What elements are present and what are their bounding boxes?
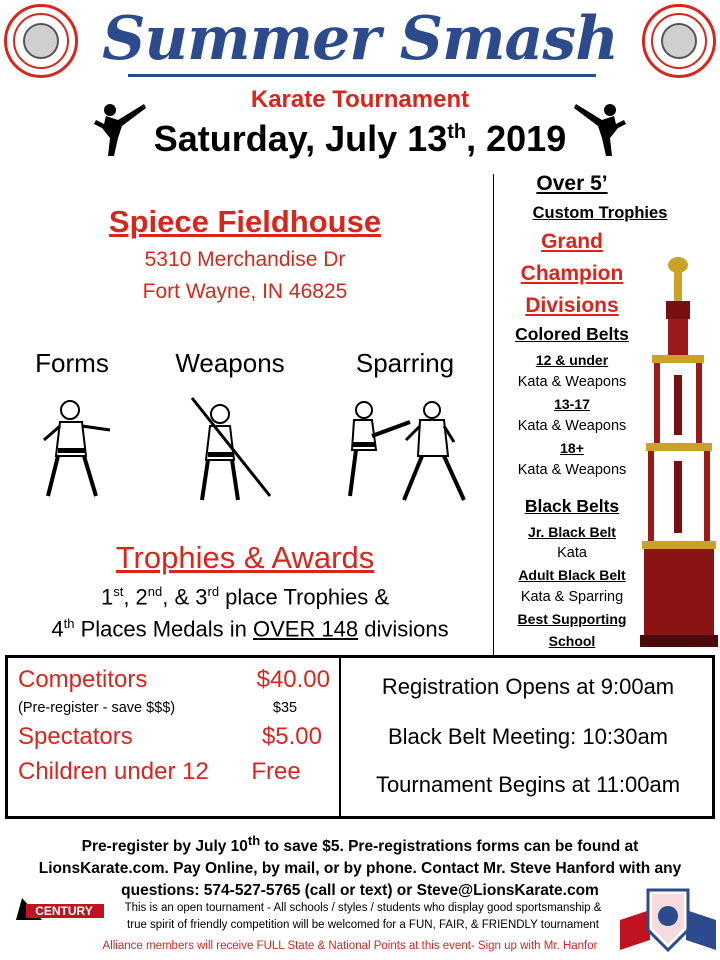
trophies-title: Trophies & Awards: [115, 540, 375, 575]
venue-address-line1: 5310 Merchandise Dr: [144, 248, 346, 271]
grand-champion-line2: Champion: [520, 262, 624, 285]
svg-text:CENTURY: CENTURY: [35, 904, 93, 918]
preregister-info: Pre-register by July 10th to save $5. Pre-registrations forms can be found at LionsKarate.com. Pay Online, by mail, or by phone. Contact Mr. Steve Hanford with any questions: 574-527-5765 (call or text) or Steve@LionsKarate.com: [38, 833, 682, 900]
category-forms: Forms: [35, 348, 109, 378]
age-group-18-plus-events: Kata & Weapons: [517, 462, 627, 478]
forms-figure-illustration: [36, 396, 116, 506]
age-group-13-17: 13-17: [554, 396, 590, 412]
grand-champion-line3: Divisions: [525, 294, 619, 317]
trophies-placings: 1st, 2nd, & 3rd place Trophies &: [100, 584, 390, 610]
schedule-tournament-begins: Tournament Begins at 11:00am: [375, 772, 681, 797]
venue-name: Spiece Fieldhouse: [108, 204, 382, 239]
schedule-black-belt-meeting: Black Belt Meeting: 10:30am: [387, 724, 669, 749]
age-group-12-under: 12 & under: [535, 352, 609, 368]
competitors-price: $40.00: [256, 666, 330, 693]
adult-black-belt-events: Kata & Sparring: [520, 589, 624, 605]
karate-kick-silhouette-icon: [570, 98, 632, 160]
custom-trophies-heading: Custom Trophies: [532, 204, 668, 222]
trophies-medals: 4th Places Medals in OVER 148 divisions: [51, 616, 449, 642]
jr-black-belt-division: Jr. Black Belt: [528, 524, 616, 540]
alliance-logo: [620, 880, 716, 956]
grand-champion-line1: Grand: [541, 230, 603, 253]
open-tournament-note: This is an open tournament - All schools / styles / students who display good sportsmanship & true spirit of friendly competition will be welcomed for a FUN, FAIR, & FRIENDLY tournament: [124, 902, 602, 931]
event-date: Saturday, July 13th, 2019: [153, 118, 567, 159]
adult-black-belt-division: Adult Black Belt: [518, 567, 626, 583]
jr-black-belt-events: Kata: [557, 545, 587, 561]
competitors-label: Competitors: [18, 666, 148, 693]
category-sparring: Sparring: [355, 348, 455, 378]
venue-address-line2: Fort Wayne, IN 46825: [142, 280, 348, 303]
black-belts-heading: Black Belts: [524, 496, 620, 516]
category-weapons: Weapons: [175, 348, 285, 378]
spectators-price: $5.00: [261, 723, 322, 750]
children-price: Free: [251, 758, 301, 785]
century-logo: [16, 896, 104, 922]
title-underline: [128, 74, 596, 77]
subtitle: Karate Tournament: [250, 86, 470, 113]
page-title: Summer Smash: [102, 4, 618, 74]
preregister-price: $35: [272, 700, 298, 716]
best-supporting-school: School: [548, 633, 596, 649]
sidebar-divider: [493, 174, 494, 656]
age-group-13-17-events: Kata & Weapons: [517, 418, 627, 434]
age-group-18-plus: 18+: [560, 440, 584, 456]
trophy-icon: [640, 255, 718, 650]
karate-kick-silhouette-icon: [88, 98, 150, 160]
children-label: Children under 12: [18, 758, 209, 785]
weapons-figure-illustration: [186, 396, 272, 506]
alliance-note: Alliance members will receive FULL State & National Points at this event- Sign up with Mr. Hanfor: [102, 940, 598, 952]
sparring-figures-illustration: [340, 396, 470, 506]
colored-belts-heading: Colored Belts: [515, 324, 629, 344]
spectators-label: Spectators: [18, 723, 133, 750]
schedule-registration: Registration Opens at 9:00am: [381, 674, 675, 699]
best-supporting-award: Best Supporting: [517, 611, 627, 627]
preregister-note: (Pre-register - save $$$): [18, 700, 176, 716]
over-5-heading: Over 5’: [536, 172, 608, 195]
age-group-12-under-events: Kata & Weapons: [517, 374, 627, 390]
